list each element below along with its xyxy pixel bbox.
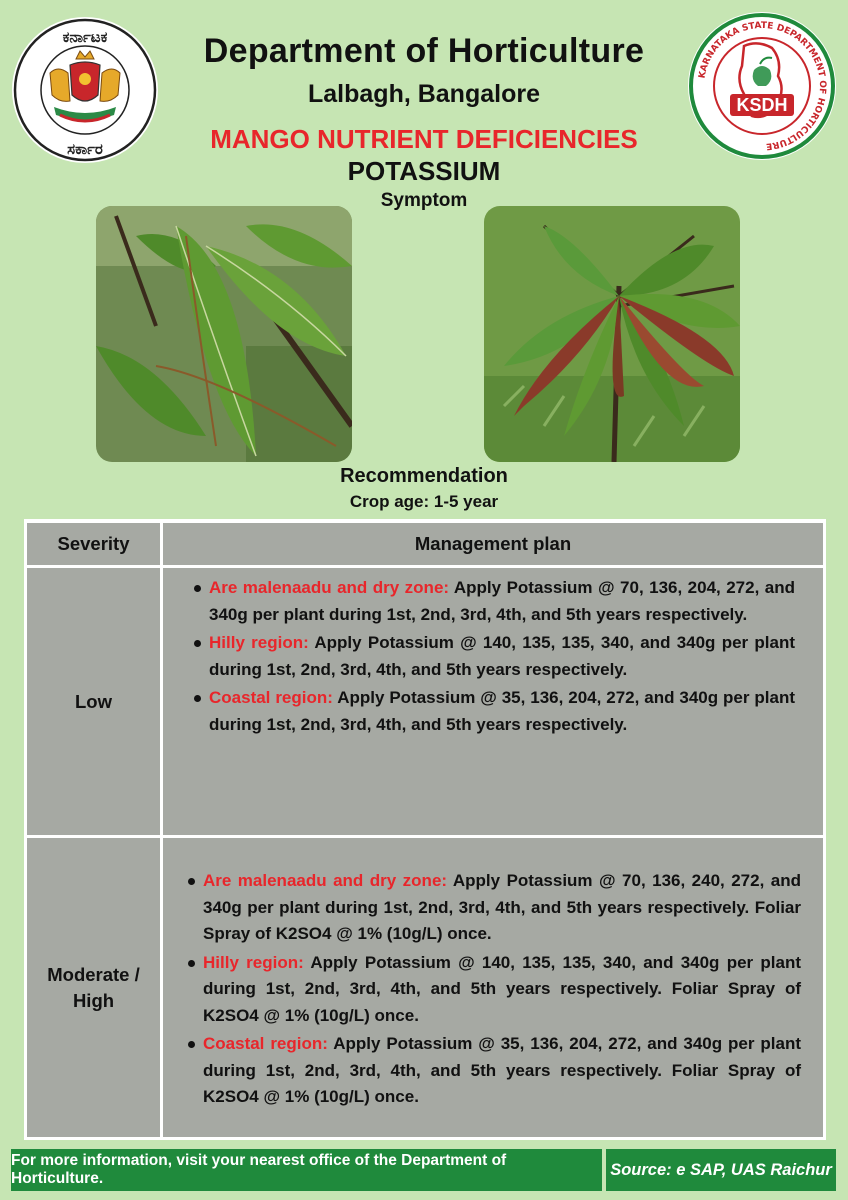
plan-moderate-list <box>163 838 823 1111</box>
page-title: Department of Horticulture <box>203 32 645 70</box>
list-item: Coastal region: Apply Potassium @ 35, 136, 204, 272, and 340g per plant during 1st, 2nd, 3rd, 4th, and 5th years respectively. <box>209 685 795 738</box>
plan-low-cell <box>163 568 823 835</box>
plan-low-list <box>163 568 823 738</box>
emblem-bottom-text: ಸರ್ಕಾರ <box>67 140 103 158</box>
symptom-label: Symptom <box>380 190 468 211</box>
topic-title: MANGO NUTRIENT DEFICIENCIES <box>210 124 638 154</box>
list-item: Hilly region: Apply Potassium @ 140, 135, 135, 340, and 340g per plant during 1st, 2nd, 3rd, 4th, and 5th years respectively. <box>209 630 795 683</box>
list-item: Coastal region: Apply Potassium @ 35, 136, 204, 272, and 340g per plant during 1st, 2nd, 3rd, 4th, and 5th years respectively. Foliar Spray of K2SO4 @ 1% (10g/L) once. <box>203 1031 801 1111</box>
management-table <box>24 519 826 1140</box>
plan-moderate-cell <box>163 838 823 1137</box>
list-item: Are malenaadu and dry zone: Apply Potassium @ 70, 136, 204, 272, and 340g per plant during 1st, 2nd, 3rd, 4th, and 5th years respectively. <box>209 575 795 628</box>
footer-source: Source: e SAP, UAS Raichur <box>606 1149 836 1191</box>
nutrient-title: POTASSIUM <box>347 156 501 186</box>
crop-age: Crop age: 1-5 year <box>349 492 499 511</box>
logo-ring-text: KARNATAKA STATE DEPARTMENT OF HORTICULTURE <box>697 20 828 151</box>
page-subtitle: Lalbagh, Bangalore <box>308 80 540 108</box>
table-header-severity: Severity <box>27 523 160 565</box>
logo-ksdh-text: KSDH <box>736 95 788 115</box>
symptom-photo-plant <box>484 206 740 462</box>
footer-info: For more information, visit your nearest office of the Department of Horticulture. <box>11 1149 602 1191</box>
list-item: Are malenaadu and dry zone: Apply Potassium @ 70, 136, 240, 272, and 340g per plant during 1st, 2nd, 3rd, 4th, and 5th years respectively. Foliar Spray of K2SO4 @ 1% (10g/L) once. <box>203 868 801 948</box>
table-header-plan: Management plan <box>163 523 823 565</box>
severity-low-cell: Low <box>27 568 160 835</box>
list-item: Hilly region: Apply Potassium @ 140, 135, 135, 340, and 340g per plant during 1st, 2nd, 3rd, 4th, and 5th years respectively. Foliar Spray of K2SO4 @ 1% (10g/L) once. <box>203 950 801 1030</box>
emblem-top-text: ಕರ್ನಾಟಕ <box>62 28 108 46</box>
recommendation-title: Recommendation <box>340 465 508 487</box>
symptom-photo-closeup <box>96 206 352 462</box>
severity-moderate-cell: Moderate / High <box>27 838 160 1137</box>
